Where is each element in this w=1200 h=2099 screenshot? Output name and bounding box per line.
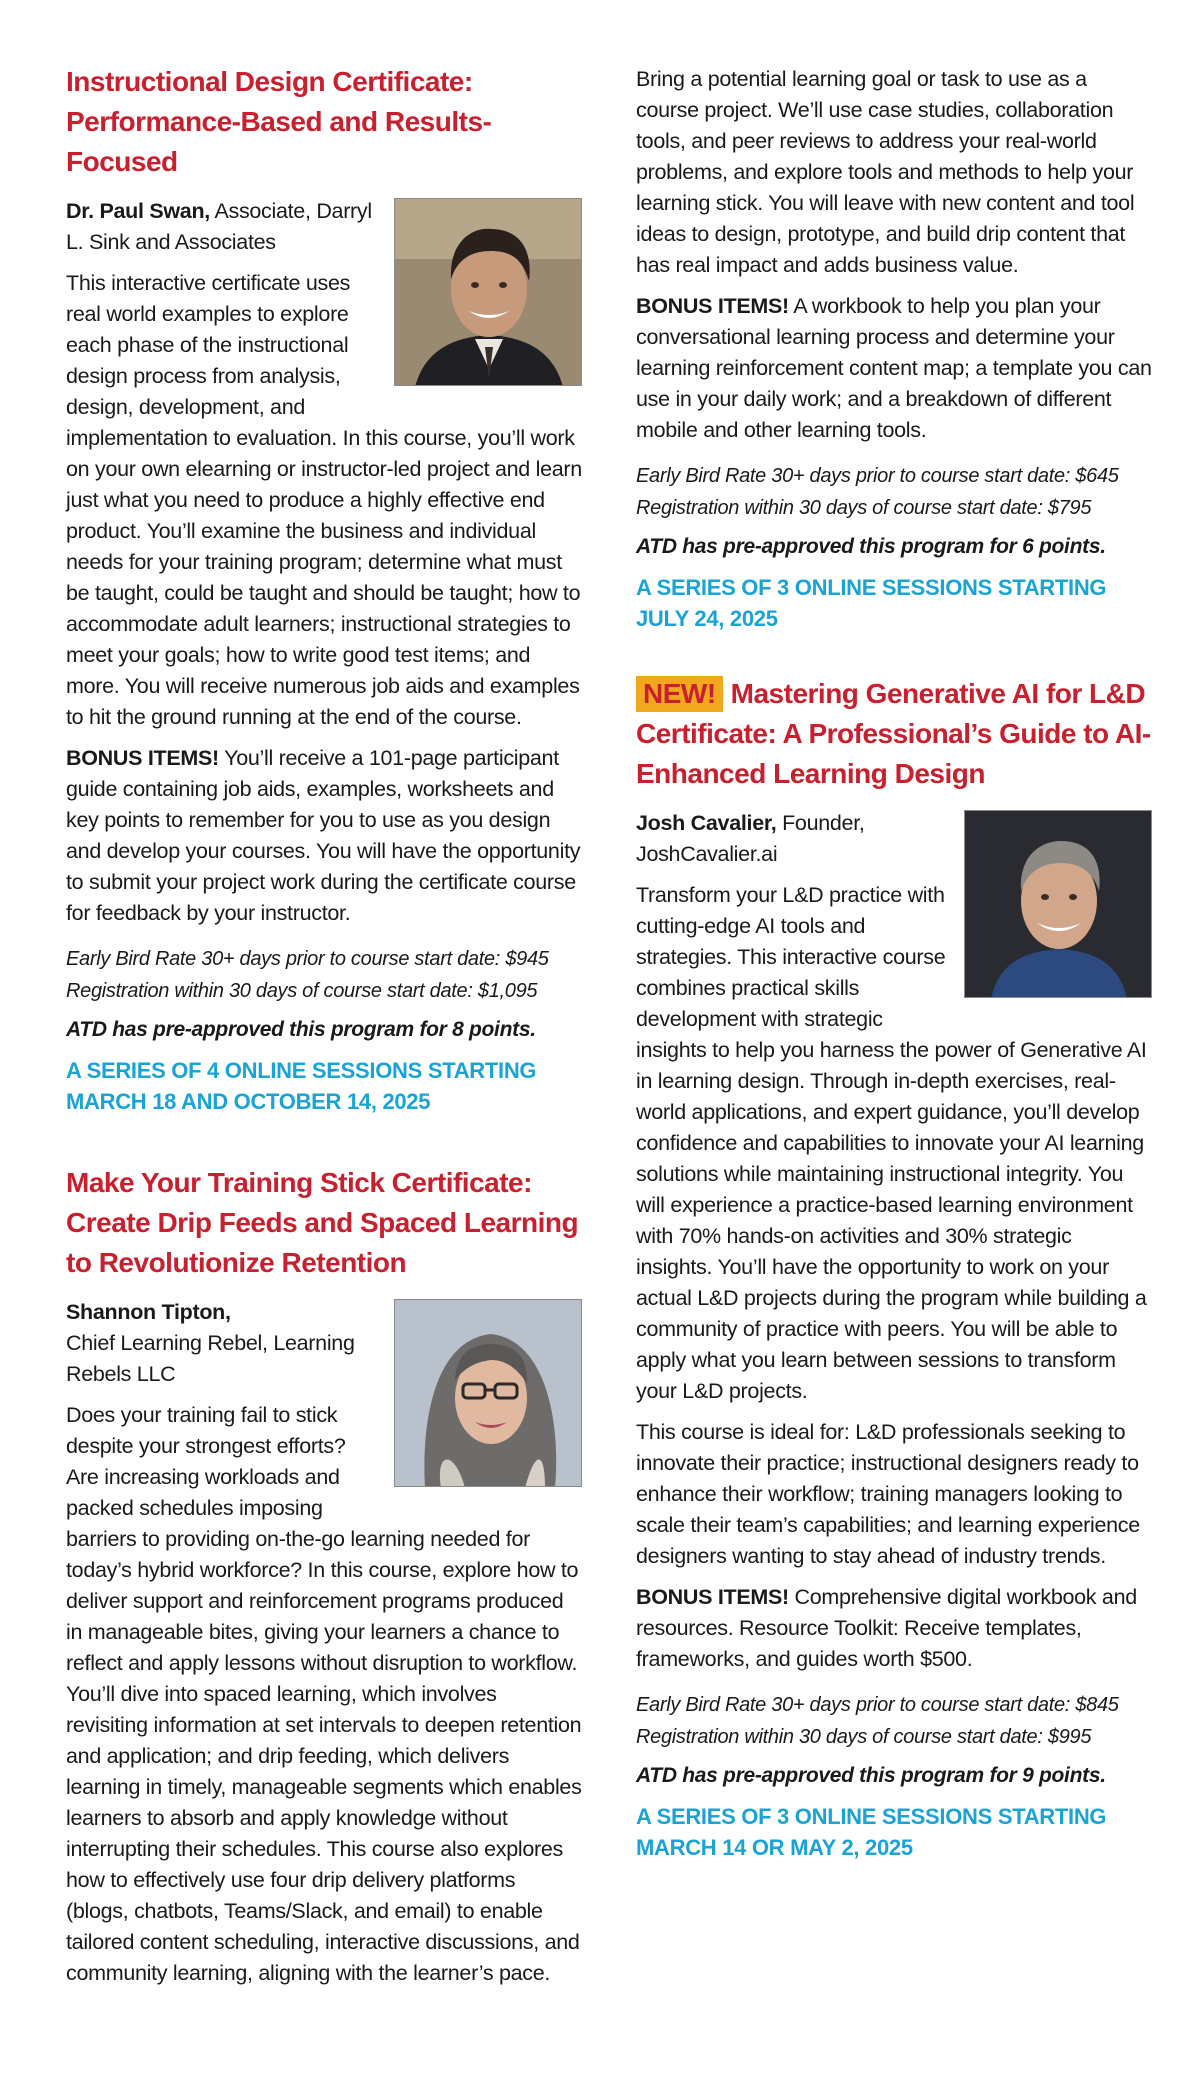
- instructor-role: Associate, Darryl L. Sink and Associates: [66, 199, 372, 254]
- course-description: This interactive certificate uses real world examples to explore each phase of the instructional design process from analysis, design, development, and implementation to evaluation. In this course, you’ll work on your own elearning or instructor-led project and learn just what you need to produce a highly effective end product. You’ll examine the business and individual needs for your training program; determine what must be taught, could be taught and should be taught; how to accommodate adult learners; instructional strategies to meet your goals; how to write good test items; and more. You will receive numerous job aids and examples to hit the ground running at the end of the course.: [66, 271, 582, 729]
- pricing: [636, 1689, 1152, 1753]
- session-series: A SERIES OF 3 ONLINE SESSIONS STARTING JULY 24, 2025: [636, 575, 1107, 631]
- instructor-photo: [964, 810, 1152, 998]
- atd-points: ATD has pre-approved this program for 6 points.: [636, 535, 1106, 558]
- instructor-name: Dr. Paul Swan,: [66, 199, 210, 223]
- course-title: Make Your Training Stick Certificate: Create Drip Feeds and Spaced Learning to Revolutionize Retention: [66, 1167, 579, 1278]
- session-series: A SERIES OF 4 ONLINE SESSIONS STARTING MARCH 18 AND OCTOBER 14, 2025: [66, 1058, 537, 1114]
- registration-rate: Registration within 30 days of course start date: $1,095: [66, 980, 538, 1002]
- course-description-continued: Bring a potential learning goal or task to use as a course project. We’ll use case studies, collaboration tools, and peer reviews to address your real-world problems, and explore tools and methods to help your learning stick. You will leave with new content and tool ideas to design, prototype, and build drip content that has real impact and adds business value.: [636, 67, 1135, 277]
- instructor-name: Josh Cavalier,: [636, 811, 777, 835]
- new-badge: NEW!: [636, 676, 723, 712]
- bonus-items: [636, 1582, 1152, 1675]
- course-training-stick-continued: [636, 64, 1152, 634]
- course-generative-ai: [636, 674, 1152, 1863]
- bonus-label: BONUS ITEMS!: [636, 1585, 789, 1609]
- early-bird-rate: Early Bird Rate 30+ days prior to course start date: $945: [66, 948, 549, 970]
- course-audience: This course is ideal for: L&D professionals seeking to innovate their practice; instructional designers ready to enhance their workflow; training managers looking to scale their team’s capabilities; and learning experience designers wanting to stay ahead of industry trends.: [636, 1420, 1140, 1568]
- bonus-text: A workbook to help you plan your conversational learning process and determine your learning reinforcement content map; a template you can use in your daily work; and a breakdown of different mobile and other learning tools.: [636, 294, 1152, 442]
- pricing: [636, 460, 1152, 524]
- atd-points: ATD has pre-approved this program for 9 points.: [636, 1764, 1106, 1787]
- course-description: Does your training fail to stick despite your strongest efforts? Are increasing workloads and packed schedules imposing barriers to providing on-the-go learning needed for today’s hybrid workforce? In this course, explore how to deliver support and reinforcement programs produced in manageable bites, giving your learners a chance to reflect and apply lessons without disruption to workflow. You’ll dive into spaced learning, which involves revisiting information at set intervals to deepen retention and application; and drip feeding, which delivers learning in timely, manageable segments which enables learners to absorb and apply knowledge without interrupting their schedules. This course also explores how to effectively use four drip delivery platforms (blogs, chatbots, Teams/Slack, and email) to enable tailored content scheduling, interactive discussions, and community learning, aligning with the learner’s pace.: [66, 1403, 582, 1985]
- course-description: Transform your L&D practice with cutting-edge AI tools and strategies. This interactive course combines practical skills development with strategic insights to help you harness the power of Generative AI in learning design. Through in-depth exercises, real-world applications, and expert guidance, you’ll develop confidence and capabilities to innovate your AI learning solutions while maintaining instructional integrity. You will experience a practice-based learning environment with 70% hands-on activities and 30% strategic insights. You’ll have the opportunity to work on your actual L&D projects during the program while building a community of practice with peers. You will be able to apply what you learn between sessions to transform your L&D projects.: [636, 883, 1147, 1403]
- bonus-items: [66, 743, 582, 929]
- course-instructional-design: [66, 62, 582, 1117]
- bonus-label: BONUS ITEMS!: [66, 746, 219, 770]
- instructor-name: Shannon Tipton,: [66, 1300, 231, 1324]
- instructor-role: Chief Learning Rebel, Learning Rebels LLC: [66, 1331, 355, 1386]
- instructor-photo: [394, 1299, 582, 1487]
- course-title: Instructional Design Certificate: Performance-Based and Results-Focused: [66, 66, 492, 177]
- bonus-label: BONUS ITEMS!: [636, 294, 789, 318]
- bonus-text: You’ll receive a 101-page participant guide containing job aids, examples, worksheets and key points to remember for you to use as you design and develop your courses. You will have the opportunity to submit your project work during the certificate course for feedback by your instructor.: [66, 746, 581, 925]
- registration-rate: Registration within 30 days of course start date: $795: [636, 497, 1092, 519]
- registration-rate: Registration within 30 days of course start date: $995: [636, 1726, 1092, 1748]
- instructor-photo: [394, 198, 582, 386]
- course-training-stick: [66, 1163, 582, 1989]
- instructor-role: Founder, JoshCavalier.ai: [636, 811, 865, 866]
- bonus-items: [636, 291, 1152, 446]
- bonus-text: Comprehensive digital workbook and resources. Resource Toolkit: Receive templates, frameworks, and guides worth $500.: [636, 1585, 1137, 1671]
- right-column: [636, 64, 1152, 1909]
- early-bird-rate: Early Bird Rate 30+ days prior to course start date: $645: [636, 465, 1119, 487]
- atd-points: ATD has pre-approved this program for 8 points.: [66, 1018, 536, 1041]
- session-series: A SERIES OF 3 ONLINE SESSIONS STARTING MARCH 14 OR MAY 2, 2025: [636, 1804, 1107, 1860]
- course-title-text: Mastering Generative AI for L&D Certificate: A Professional’s Guide to AI-Enhanced Learning Design: [636, 678, 1151, 789]
- early-bird-rate: Early Bird Rate 30+ days prior to course start date: $845: [636, 1694, 1119, 1716]
- pricing: [66, 943, 582, 1007]
- course-title: [636, 674, 1152, 794]
- left-column: [66, 62, 582, 2035]
